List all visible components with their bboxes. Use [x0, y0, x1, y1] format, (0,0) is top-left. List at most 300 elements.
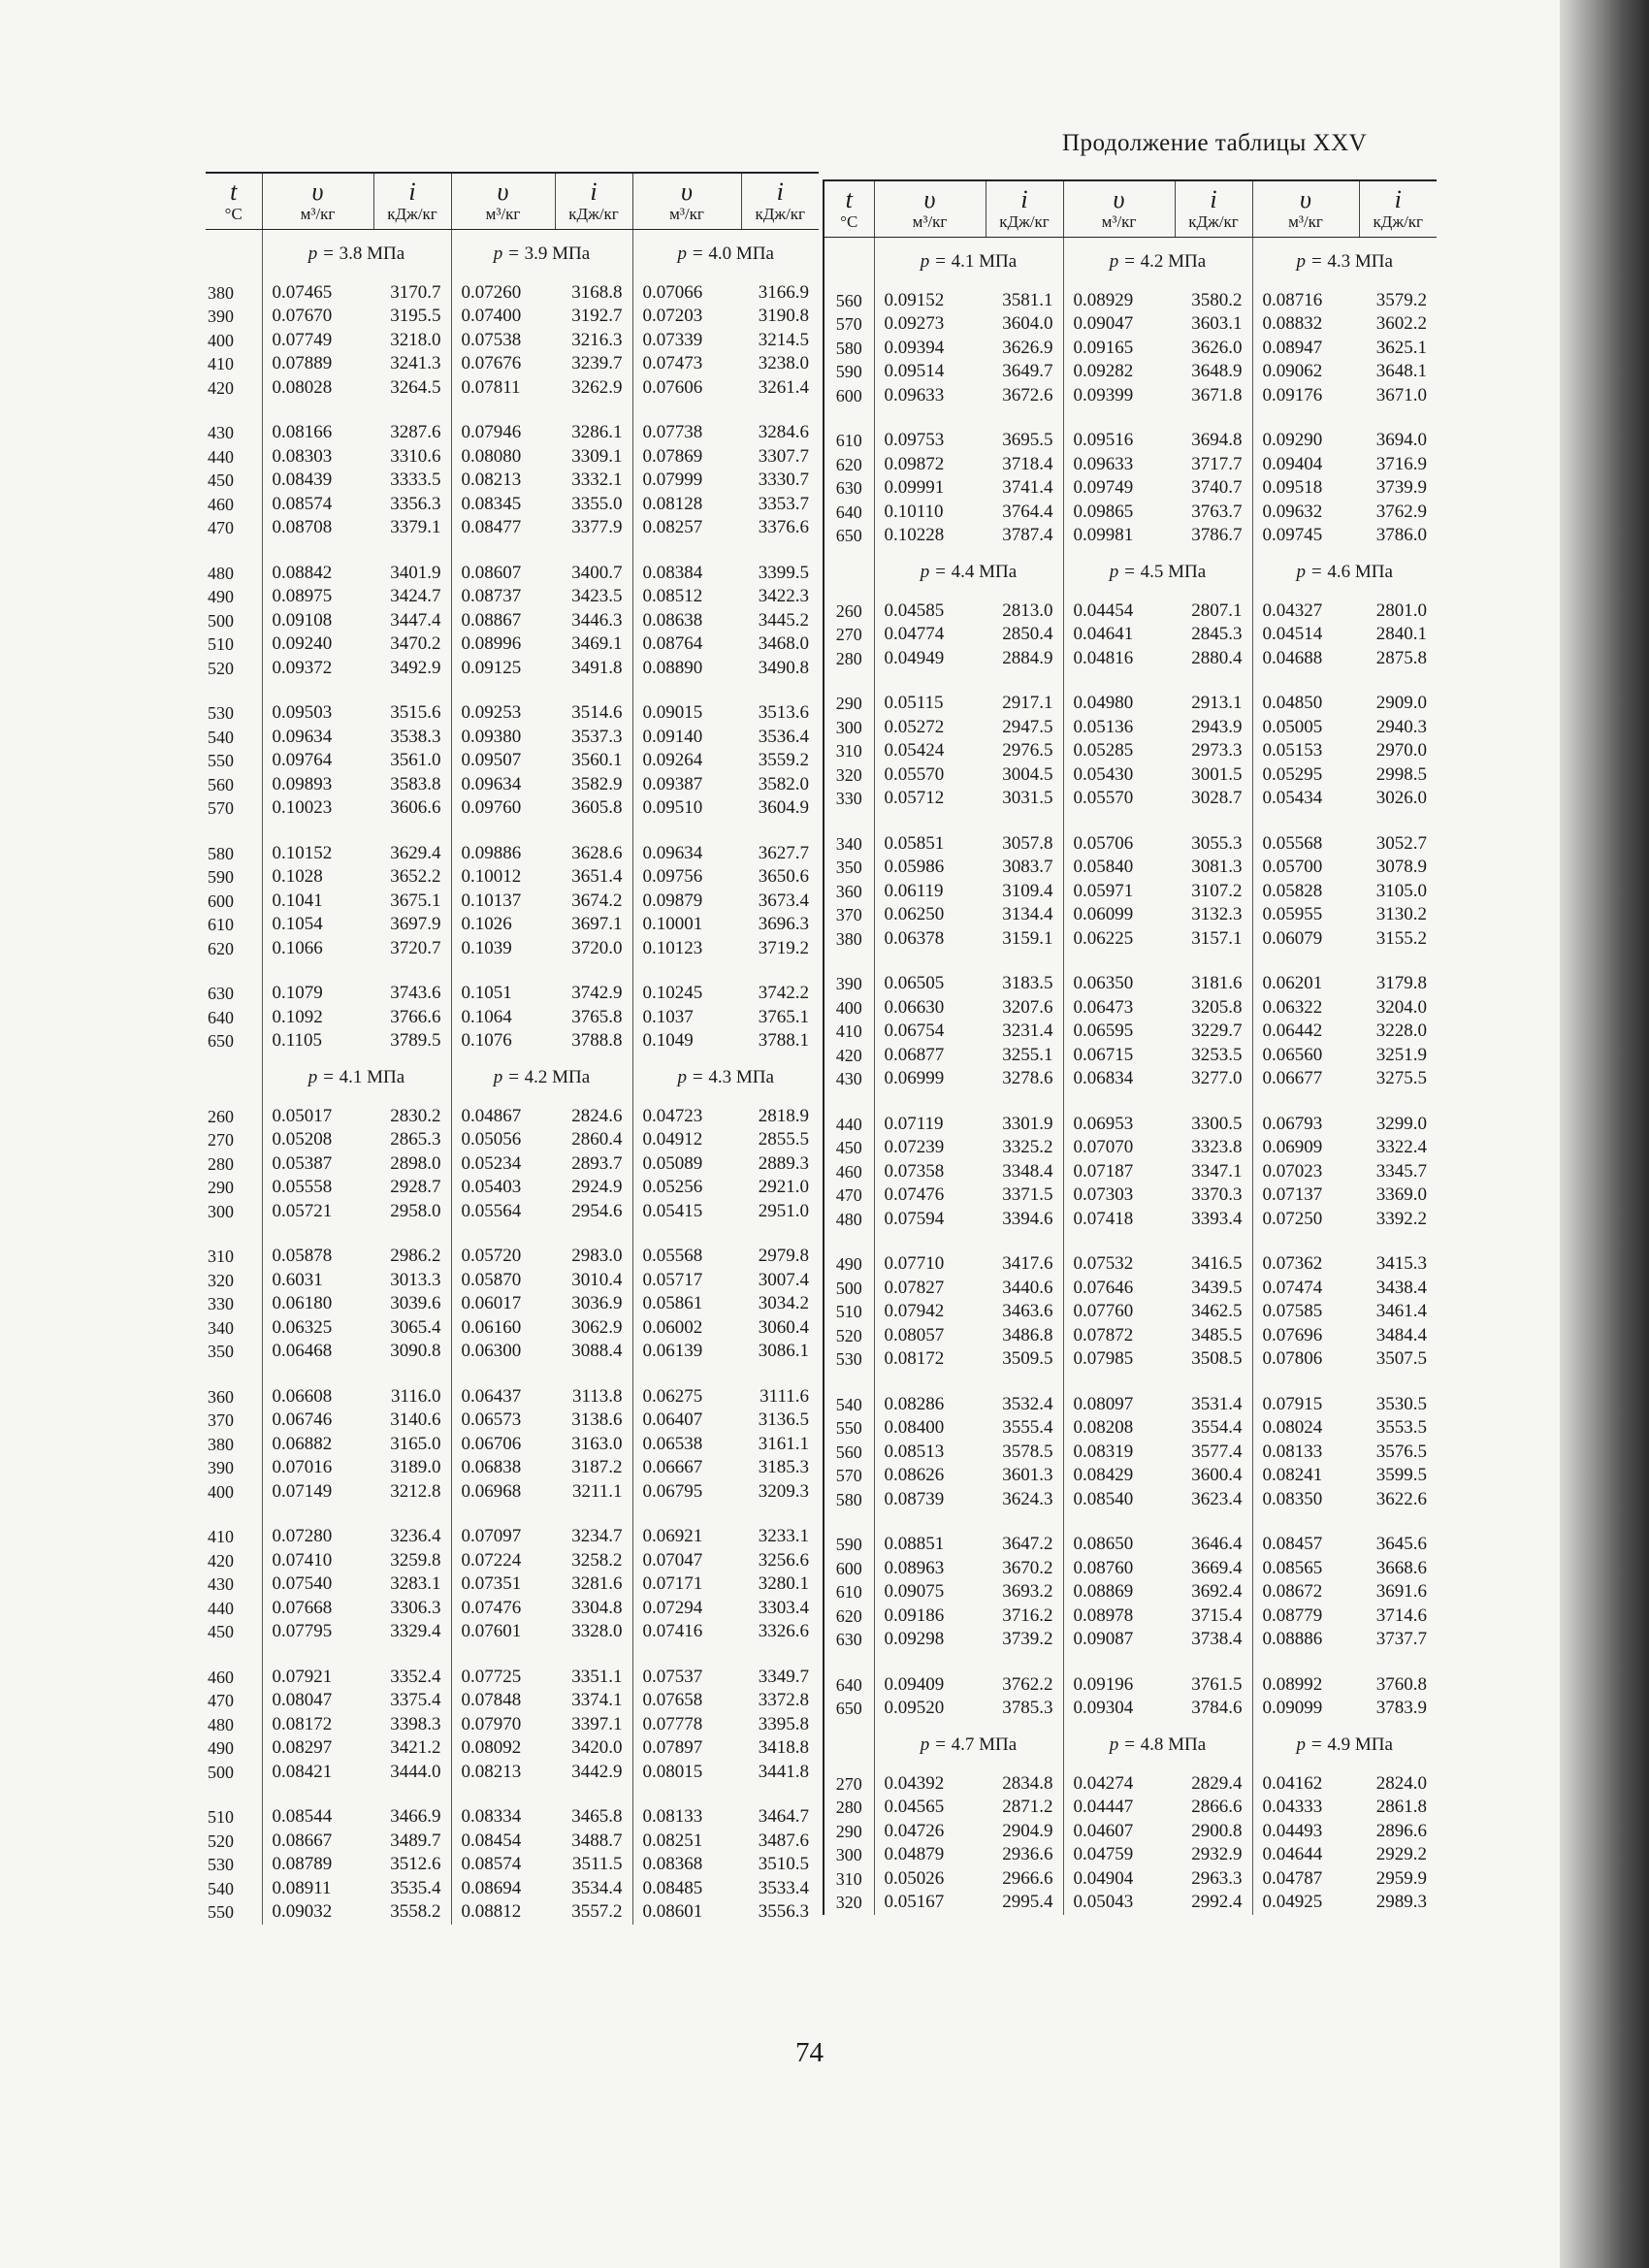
temperature-cell: 300: [824, 1843, 874, 1867]
table-row: [824, 1464, 1437, 1488]
enthalpy-cell: 3716.9: [1375, 453, 1427, 474]
temperature-cell: 510: [824, 1300, 874, 1324]
table-row: [824, 476, 1437, 501]
temperature-cell: 280: [208, 1153, 234, 1174]
enthalpy-cell: 2958.0: [390, 1200, 441, 1221]
specific-volume-cell: 0.6031: [262, 1269, 373, 1293]
enthalpy-cell: 3555.4: [1002, 1417, 1053, 1438]
enthalpy-cell: 2917.1: [1002, 693, 1053, 713]
enthalpy-cell: 3605.8: [571, 797, 623, 818]
specific-volume-cell: 0.04759: [1063, 1843, 1175, 1867]
temperature-cell: 380: [208, 1434, 234, 1454]
enthalpy-cell: 3553.5: [1375, 1417, 1427, 1438]
gap-cell: [986, 1231, 1063, 1249]
gap-cell: [451, 1504, 555, 1522]
enthalpy-cell: 2989.3: [1375, 1892, 1427, 1912]
enthalpy-cell: 3417.6: [1002, 1253, 1053, 1274]
specific-volume-cell: 0.04274: [1063, 1769, 1175, 1797]
temperature-cell: 520: [208, 1831, 234, 1851]
enthalpy-cell: 3486.8: [1002, 1324, 1053, 1345]
table-row: [206, 1269, 819, 1293]
gap-cell: [874, 1372, 986, 1390]
enthalpy-cell: 2929.2: [1375, 1844, 1427, 1864]
specific-volume-cell: 0.10012: [451, 865, 555, 890]
specific-volume-cell: 0.07066: [632, 278, 741, 306]
enthalpy-cell: 2866.6: [1191, 1797, 1243, 1817]
enthalpy-cell: 3786.0: [1375, 525, 1427, 545]
enthalpy-cell: 3671.8: [1191, 384, 1243, 405]
enthalpy-cell: 3438.4: [1375, 1277, 1427, 1298]
table-row: [206, 445, 819, 470]
enthalpy-cell: 3626.0: [1191, 337, 1243, 358]
pressure-header-spacer: [824, 1721, 874, 1769]
temperature-cell: 500: [208, 1762, 234, 1782]
enthalpy-cell: 2983.0: [571, 1246, 623, 1266]
enthalpy-cell: 3720.7: [390, 937, 441, 958]
block-gap: [206, 821, 819, 839]
enthalpy-cell: 3602.2: [1375, 313, 1427, 334]
enthalpy-cell: 3379.1: [390, 517, 441, 537]
enthalpy-cell: 3487.6: [758, 1830, 809, 1851]
enthalpy-cell: 2995.4: [1002, 1892, 1053, 1912]
temperature-cell: 490: [824, 1249, 874, 1277]
table-row: [824, 623, 1437, 647]
specific-volume-cell: 0.08779: [1252, 1604, 1359, 1629]
enthalpy-cell: 3255.1: [1002, 1044, 1053, 1065]
pressure-symbol: p =: [677, 243, 709, 264]
temperature-cell: 400: [208, 330, 234, 350]
enthalpy-cell: 3234.7: [571, 1526, 623, 1546]
specific-volume-cell: 0.07119: [874, 1110, 986, 1137]
specific-volume-cell: 0.07023: [1252, 1160, 1359, 1184]
specific-volume-cell: 0.07474: [1252, 1277, 1359, 1301]
enthalpy-cell: 3737.7: [1375, 1629, 1427, 1649]
specific-volume-cell: 0.1066: [262, 937, 373, 961]
pressure-value: 4.7 МПа: [951, 1733, 1018, 1755]
enthalpy-cell: 3669.4: [1191, 1557, 1243, 1578]
enthalpy-cell: 3088.4: [571, 1341, 623, 1361]
header-i: i кДж/кг: [741, 173, 819, 229]
table-row: [206, 726, 819, 750]
enthalpy-cell: 3287.6: [390, 422, 441, 442]
specific-volume-cell: 0.06350: [1063, 969, 1175, 996]
block-gap: [206, 1784, 819, 1802]
gap-cell: [1175, 1652, 1252, 1670]
specific-volume-cell: 0.07811: [451, 376, 555, 401]
specific-volume-cell: 0.05430: [1063, 763, 1175, 788]
specific-volume-cell: 0.09394: [874, 337, 986, 361]
specific-volume-cell: 0.09108: [262, 609, 373, 633]
specific-volume-cell: 0.06442: [1252, 1020, 1359, 1044]
block-gap: [206, 540, 819, 559]
enthalpy-cell: 2855.5: [758, 1129, 809, 1150]
table-row: [824, 1530, 1437, 1557]
temperature-cell: 540: [208, 727, 234, 747]
specific-volume-cell: 0.05043: [1063, 1891, 1175, 1915]
enthalpy-cell: 3534.4: [571, 1877, 623, 1898]
scan-edge: [1560, 0, 1649, 2268]
table-row: [824, 1183, 1437, 1208]
enthalpy-cell: 2813.0: [1002, 599, 1053, 621]
gap-cell: [206, 1784, 262, 1802]
enthalpy-cell: 3013.3: [390, 1269, 441, 1290]
table-row: [206, 1340, 819, 1364]
gap-cell: [1359, 1091, 1437, 1110]
column-header-row: [206, 173, 819, 229]
table-row: [206, 1102, 819, 1129]
enthalpy-cell: 3283.1: [390, 1573, 441, 1594]
enthalpy-cell: 3393.4: [1191, 1208, 1243, 1229]
enthalpy-cell: 3719.2: [758, 937, 809, 958]
specific-volume-cell: 0.08574: [451, 1853, 555, 1877]
specific-volume-cell: 0.08886: [1252, 1628, 1359, 1652]
specific-volume-cell: 0.05955: [1252, 903, 1359, 927]
gap-cell: [824, 1231, 874, 1249]
specific-volume-cell: 0.1076: [451, 1029, 555, 1053]
enthalpy-cell: 3236.4: [390, 1526, 441, 1546]
enthalpy-cell: 2970.0: [1375, 740, 1427, 761]
pressure-header: [632, 229, 819, 278]
enthalpy-cell: 3692.4: [1191, 1581, 1243, 1602]
specific-volume-cell: 0.08842: [262, 559, 373, 586]
specific-volume-cell: 0.05295: [1252, 763, 1359, 788]
specific-volume-cell: 0.09756: [632, 865, 741, 890]
specific-volume-cell: 0.08057: [874, 1324, 986, 1348]
temperature-cell: 390: [824, 969, 874, 996]
enthalpy-cell: 3347.1: [1191, 1160, 1243, 1182]
temperature-cell: 280: [824, 647, 874, 671]
enthalpy-cell: 3556.3: [758, 1901, 809, 1922]
specific-volume-cell: 0.05570: [874, 763, 986, 788]
enthalpy-cell: 3163.0: [571, 1433, 623, 1454]
enthalpy-cell: 2951.0: [758, 1200, 809, 1221]
table-row: [824, 1867, 1437, 1892]
table-row: [824, 312, 1437, 337]
block-gap: [824, 1652, 1437, 1670]
enthalpy-cell: 3671.0: [1375, 384, 1427, 405]
specific-volume-cell: 0.07351: [451, 1572, 555, 1597]
enthalpy-cell: 3195.5: [390, 306, 441, 326]
enthalpy-cell: 2824.6: [571, 1105, 623, 1126]
specific-volume-cell: 0.07532: [1063, 1249, 1175, 1277]
block-gap: [824, 670, 1437, 689]
table-row: [206, 329, 819, 353]
temperature-cell: 390: [208, 1458, 234, 1477]
gap-cell: [874, 1231, 986, 1249]
enthalpy-cell: 3742.9: [571, 983, 623, 1003]
table-row: [206, 1853, 819, 1877]
specific-volume-cell: 0.1051: [451, 979, 555, 1006]
enthalpy-cell: 3557.2: [571, 1901, 623, 1922]
specific-volume-cell: 0.08345: [451, 493, 555, 517]
specific-volume-cell: 0.06706: [451, 1433, 555, 1457]
table-row: [824, 927, 1437, 952]
gap-cell: [262, 960, 373, 979]
header-v: υ м³/кг: [262, 173, 373, 229]
specific-volume-cell: 0.06630: [874, 996, 986, 1021]
enthalpy-cell: 3233.1: [758, 1526, 809, 1546]
temperature-cell: 480: [208, 1714, 234, 1734]
enthalpy-cell: 3649.7: [1002, 361, 1053, 381]
specific-volume-cell: 0.04333: [1252, 1796, 1359, 1820]
temperature-cell: 590: [824, 360, 874, 384]
specific-volume-cell: 0.07710: [874, 1249, 986, 1277]
specific-volume-cell: 0.05056: [451, 1128, 555, 1152]
enthalpy-cell: 3538.3: [390, 726, 441, 747]
enthalpy-cell: 3166.9: [758, 281, 809, 303]
pressure-value: 3.9 МПа: [524, 243, 591, 264]
specific-volume-cell: 0.08867: [451, 609, 555, 633]
table-row: [206, 1597, 819, 1621]
gap-cell: [632, 400, 741, 418]
enthalpy-cell: 3264.5: [390, 376, 441, 398]
specific-volume-cell: 0.06968: [451, 1480, 555, 1505]
specific-volume-cell: 0.1105: [262, 1029, 373, 1053]
temperature-cell: 530: [208, 703, 234, 723]
enthalpy-cell: 3604.0: [1002, 313, 1053, 334]
table-row: [206, 1176, 819, 1200]
enthalpy-cell: 3192.7: [571, 306, 623, 326]
table-row: [824, 1390, 1437, 1417]
temperature-cell: 640: [208, 1007, 234, 1027]
pressure-symbol: p =: [307, 1066, 340, 1087]
specific-volume-cell: 0.08400: [874, 1416, 986, 1441]
table-row: [824, 1208, 1437, 1232]
gap-cell: [1252, 670, 1359, 689]
specific-volume-cell: 0.09075: [874, 1580, 986, 1604]
specific-volume-cell: 0.1039: [451, 937, 555, 961]
specific-volume-cell: 0.06002: [632, 1316, 741, 1341]
specific-volume-cell: 0.06250: [874, 903, 986, 927]
table-row: [824, 1796, 1437, 1820]
specific-volume-cell: 0.09886: [451, 839, 555, 866]
gap-cell: [206, 1364, 262, 1382]
specific-volume-cell: 0.08764: [632, 632, 741, 657]
enthalpy-cell: 2959.9: [1375, 1867, 1427, 1889]
enthalpy-cell: 3258.2: [571, 1549, 623, 1571]
enthalpy-cell: 3484.4: [1375, 1324, 1427, 1345]
gap-cell: [1359, 407, 1437, 426]
steam-table-left: [206, 172, 819, 1925]
table-row: [206, 1006, 819, 1030]
enthalpy-cell: 3788.1: [758, 1030, 809, 1051]
enthalpy-cell: 3558.2: [390, 1901, 441, 1922]
table-row: [206, 305, 819, 329]
enthalpy-cell: 3576.5: [1375, 1441, 1427, 1462]
gap-cell: [555, 1223, 632, 1242]
enthalpy-cell: 3238.0: [758, 353, 809, 373]
specific-volume-cell: 0.08015: [632, 1761, 741, 1785]
enthalpy-cell: 3600.4: [1191, 1465, 1243, 1485]
enthalpy-cell: 3136.5: [758, 1409, 809, 1430]
specific-volume-cell: 0.06838: [451, 1456, 555, 1480]
temperature-cell: 450: [208, 1622, 234, 1641]
enthalpy-cell: 3310.6: [390, 445, 441, 467]
specific-volume-cell: 0.07806: [1252, 1347, 1359, 1372]
table-row: [206, 1152, 819, 1177]
gap-cell: [1359, 1652, 1437, 1670]
specific-volume-cell: 0.09518: [1252, 476, 1359, 501]
gap-cell: [1252, 1511, 1359, 1530]
specific-volume-cell: 0.06882: [262, 1433, 373, 1457]
gap-cell: [555, 1784, 632, 1802]
table-row: [824, 1347, 1437, 1372]
specific-volume-cell: 0.08334: [451, 1802, 555, 1830]
enthalpy-cell: 3439.5: [1191, 1277, 1243, 1298]
specific-volume-cell: 0.06300: [451, 1340, 555, 1364]
specific-volume-cell: 0.09062: [1252, 360, 1359, 384]
specific-volume-cell: 0.04493: [1252, 1820, 1359, 1844]
specific-volume-cell: 0.08540: [1063, 1488, 1175, 1512]
specific-volume-cell: 0.05167: [874, 1891, 986, 1915]
gap-cell: [451, 1364, 555, 1382]
specific-volume-cell: 0.06407: [632, 1409, 741, 1433]
enthalpy-cell: 3514.6: [571, 702, 623, 723]
enthalpy-cell: 2830.2: [390, 1105, 441, 1126]
enthalpy-cell: 3490.8: [758, 657, 809, 678]
temperature-cell: 620: [208, 938, 234, 958]
specific-volume-cell: 0.04641: [1063, 623, 1175, 647]
table-row: [206, 1620, 819, 1644]
gap-cell: [373, 1784, 451, 1802]
specific-volume-cell: 0.09520: [874, 1697, 986, 1721]
table-row: [206, 609, 819, 633]
specific-volume-cell: 0.08716: [1252, 286, 1359, 313]
specific-volume-cell: 0.08574: [262, 493, 373, 517]
gap-cell: [1359, 1231, 1437, 1249]
gap-cell: [824, 407, 874, 426]
enthalpy-cell: 3466.9: [390, 1806, 441, 1827]
gap-cell: [555, 1644, 632, 1663]
gap-cell: [206, 540, 262, 559]
specific-volume-cell: 0.07889: [262, 352, 373, 376]
enthalpy-cell: 3714.6: [1375, 1604, 1427, 1626]
enthalpy-cell: 3693.2: [1002, 1581, 1053, 1602]
gap-cell: [1359, 670, 1437, 689]
specific-volume-cell: 0.07985: [1063, 1347, 1175, 1372]
enthalpy-cell: 3694.8: [1191, 430, 1243, 450]
gap-cell: [1175, 1511, 1252, 1530]
gap-cell: [1175, 811, 1252, 829]
temperature-cell: 540: [824, 1390, 874, 1417]
specific-volume-cell: 0.09399: [1063, 384, 1175, 408]
gap-cell: [824, 1372, 874, 1390]
temperature-cell: 380: [824, 927, 874, 952]
enthalpy-cell: 2829.4: [1191, 1772, 1243, 1794]
enthalpy-cell: 3262.9: [571, 376, 623, 398]
enthalpy-cell: 3001.5: [1191, 763, 1243, 785]
pressure-header-row: [206, 1053, 819, 1102]
enthalpy-cell: 3672.6: [1002, 384, 1053, 405]
specific-volume-cell: 0.06325: [262, 1316, 373, 1341]
table-row: [206, 1200, 819, 1224]
gap-cell: [555, 1504, 632, 1522]
temperature-cell: 470: [824, 1183, 874, 1208]
temperature-cell: 560: [824, 286, 874, 313]
table-row: [824, 384, 1437, 408]
gap-cell: [262, 540, 373, 559]
gap-cell: [262, 1784, 373, 1802]
enthalpy-cell: 3330.7: [758, 470, 809, 490]
specific-volume-cell: 0.08319: [1063, 1441, 1175, 1465]
gap-cell: [451, 960, 555, 979]
gap-cell: [632, 1504, 741, 1522]
specific-volume-cell: 0.04949: [874, 647, 986, 671]
specific-volume-cell: 0.09099: [1252, 1697, 1359, 1721]
pressure-header-row: [206, 229, 819, 278]
enthalpy-cell: 3109.4: [1002, 880, 1053, 901]
gap-cell: [451, 1644, 555, 1663]
enthalpy-cell: 3468.0: [758, 633, 809, 654]
pressure-value: 3.8 МПа: [339, 243, 405, 264]
specific-volume-cell: 0.08708: [262, 516, 373, 540]
enthalpy-cell: 3231.4: [1002, 1021, 1053, 1041]
specific-volume-cell: 0.05712: [874, 787, 986, 811]
specific-volume-cell: 0.07465: [262, 278, 373, 306]
enthalpy-cell: 3720.0: [571, 937, 623, 958]
enthalpy-cell: 2998.5: [1375, 763, 1427, 785]
table-row: [206, 1900, 819, 1925]
column-header-row: [824, 180, 1437, 237]
pressure-header: [1252, 1721, 1437, 1769]
enthalpy-cell: 3086.1: [758, 1341, 809, 1361]
enthalpy-cell: 3560.1: [571, 750, 623, 770]
enthalpy-cell: 3740.7: [1191, 477, 1243, 498]
table-row: [206, 1572, 819, 1597]
specific-volume-cell: 0.05568: [1252, 829, 1359, 857]
header-i: i кДж/кг: [373, 173, 451, 229]
gap-cell: [824, 811, 874, 829]
enthalpy-cell: 3398.3: [390, 1713, 441, 1734]
specific-volume-cell: 0.07358: [874, 1160, 986, 1184]
pressure-header-row: [824, 1721, 1437, 1769]
enthalpy-cell: 3303.4: [758, 1597, 809, 1618]
gap-cell: [555, 540, 632, 559]
block-gap: [206, 960, 819, 979]
gap-cell: [555, 680, 632, 698]
table-row: [824, 1020, 1437, 1044]
enthalpy-cell: 3395.8: [758, 1713, 809, 1734]
gap-cell: [206, 821, 262, 839]
specific-volume-cell: 0.07171: [632, 1572, 741, 1597]
enthalpy-cell: 3577.4: [1191, 1441, 1243, 1462]
specific-volume-cell: 0.09404: [1252, 453, 1359, 477]
specific-volume-cell: 0.07946: [451, 418, 555, 445]
temperature-cell: 550: [824, 1416, 874, 1441]
temperature-cell: 580: [824, 1488, 874, 1512]
specific-volume-cell: 0.07538: [451, 329, 555, 353]
specific-volume-cell: 0.07418: [1063, 1208, 1175, 1232]
gap-cell: [555, 821, 632, 839]
specific-volume-cell: 0.09749: [1063, 476, 1175, 501]
enthalpy-cell: 3138.6: [571, 1409, 623, 1430]
table-row: [206, 1292, 819, 1316]
enthalpy-cell: 3424.7: [390, 586, 441, 606]
enthalpy-cell: 3783.9: [1375, 1698, 1427, 1718]
pressure-symbol: p =: [493, 243, 525, 264]
pressure-header: [632, 1053, 819, 1102]
specific-volume-cell: 0.05234: [451, 1152, 555, 1177]
header-i: i кДж/кг: [555, 173, 632, 229]
table-row: [206, 493, 819, 517]
table-row: [206, 632, 819, 657]
enthalpy-cell: 2861.8: [1375, 1797, 1427, 1817]
enthalpy-cell: 3739.2: [1002, 1629, 1053, 1649]
specific-volume-cell: 0.07339: [632, 329, 741, 353]
specific-volume-cell: 0.08650: [1063, 1530, 1175, 1557]
temperature-cell: 630: [208, 984, 234, 1003]
specific-volume-cell: 0.04850: [1252, 689, 1359, 716]
